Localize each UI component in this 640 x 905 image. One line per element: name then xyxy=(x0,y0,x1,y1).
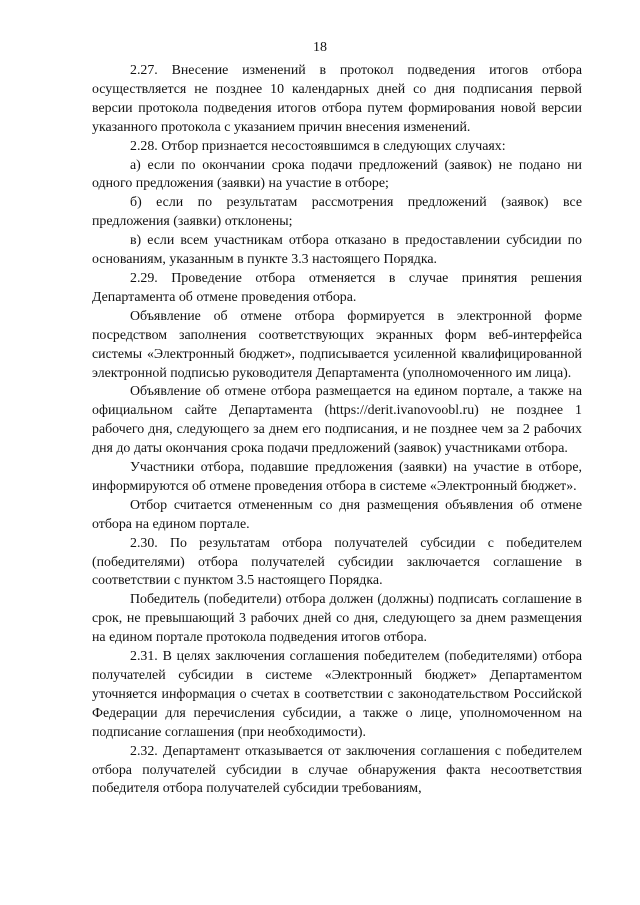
paragraph-2-27: 2.27. Внесение изменений в протокол подведения итогов отбора осуществляется не позднее 10 календарных дней со дня подписания первой версии протокола подведения итогов отбора путем формирования новой версии указанного протокола с указанием причин внесения изменений. xyxy=(92,63,582,135)
paragraph-2-31: 2.31. В целях заключения соглашения победителем (победителями) отбора получателей субсидии в системе «Электронный бюджет» Департаментом уточняется информация о счетах в соответствии с законодательством Российской Федерации для перечисления субсидии, а также о лице, уполномоченном на подписание соглашения (при необходимости). xyxy=(92,649,582,740)
paragraph-2-28-b: б) если по результатам рассмотрения предложений (заявок) все предложения (заявки) отклонены; xyxy=(92,195,582,230)
paragraph-2-28-a: а) если по окончании срока подачи предложений (заявок) не подано ни одного предложения (заявки) на участие в отборе; xyxy=(92,157,582,192)
paragraph-selection-cancelled: Отбор считается отмененным со дня размещения объявления об отмене отбора на едином портале. xyxy=(92,497,582,532)
paragraph-cancel-notice-publish: Объявление об отмене отбора размещается на едином портале, а также на официальном сайте Департамента (https://derit.ivanovoobl.ru) не позднее 1 рабочего дня, следующего за днем его подписания, и не позднее чем за 2 рабочих дня до даты окончания срока подачи предложений (заявок) участниками отбора. xyxy=(92,384,582,457)
page-number: 18 xyxy=(313,40,327,55)
document-body xyxy=(92,62,582,799)
paragraph-2-30: 2.30. По результатам отбора получателей субсидии с победителем (победителями) отбора получателей субсидии заключается соглашение в соответствии с пунктом 3.5 настоящего Порядка. xyxy=(92,535,582,589)
paragraph-participants-informed: Участники отбора, подавшие предложения (заявки) на участие в отборе, информируются об отмене проведения отбора в системе «Электронный бюджет». xyxy=(92,460,582,494)
paragraph-2-28: 2.28. Отбор признается несостоявшимся в следующих случаях: xyxy=(130,138,506,154)
paragraph-2-29: 2.29. Проведение отбора отменяется в случае принятия решения Департамента об отмене проведения отбора. xyxy=(92,270,582,305)
paragraph-2-32: 2.32. Департамент отказывается от заключения соглашения с победителем отбора получателей субсидии в случае обнаружения факта несоответствия победителя отбора получателей субсидии требованиям, xyxy=(92,743,582,797)
paragraph-winner-signing: Победитель (победители) отбора должен (должны) подписать соглашение в срок, не превышающий 3 рабочих дней со дня, следующего за днем размещения на едином портале протокола подведения итогов отбора. xyxy=(92,592,582,646)
paragraph-2-28-c: в) если всем участникам отбора отказано в предоставлении субсидии по основаниям, указанным в пункте 3.3 настоящего Порядка. xyxy=(92,233,582,268)
paragraph-cancel-notice-form: Объявление об отмене отбора формируется в электронной форме посредством заполнения соответствующих экранных форм веб-интерфейса системы «Электронный бюджет», подписывается усиленной квалифицированной электронной подписью руководителя Департамента (уполномоченного им лица). xyxy=(92,308,582,381)
